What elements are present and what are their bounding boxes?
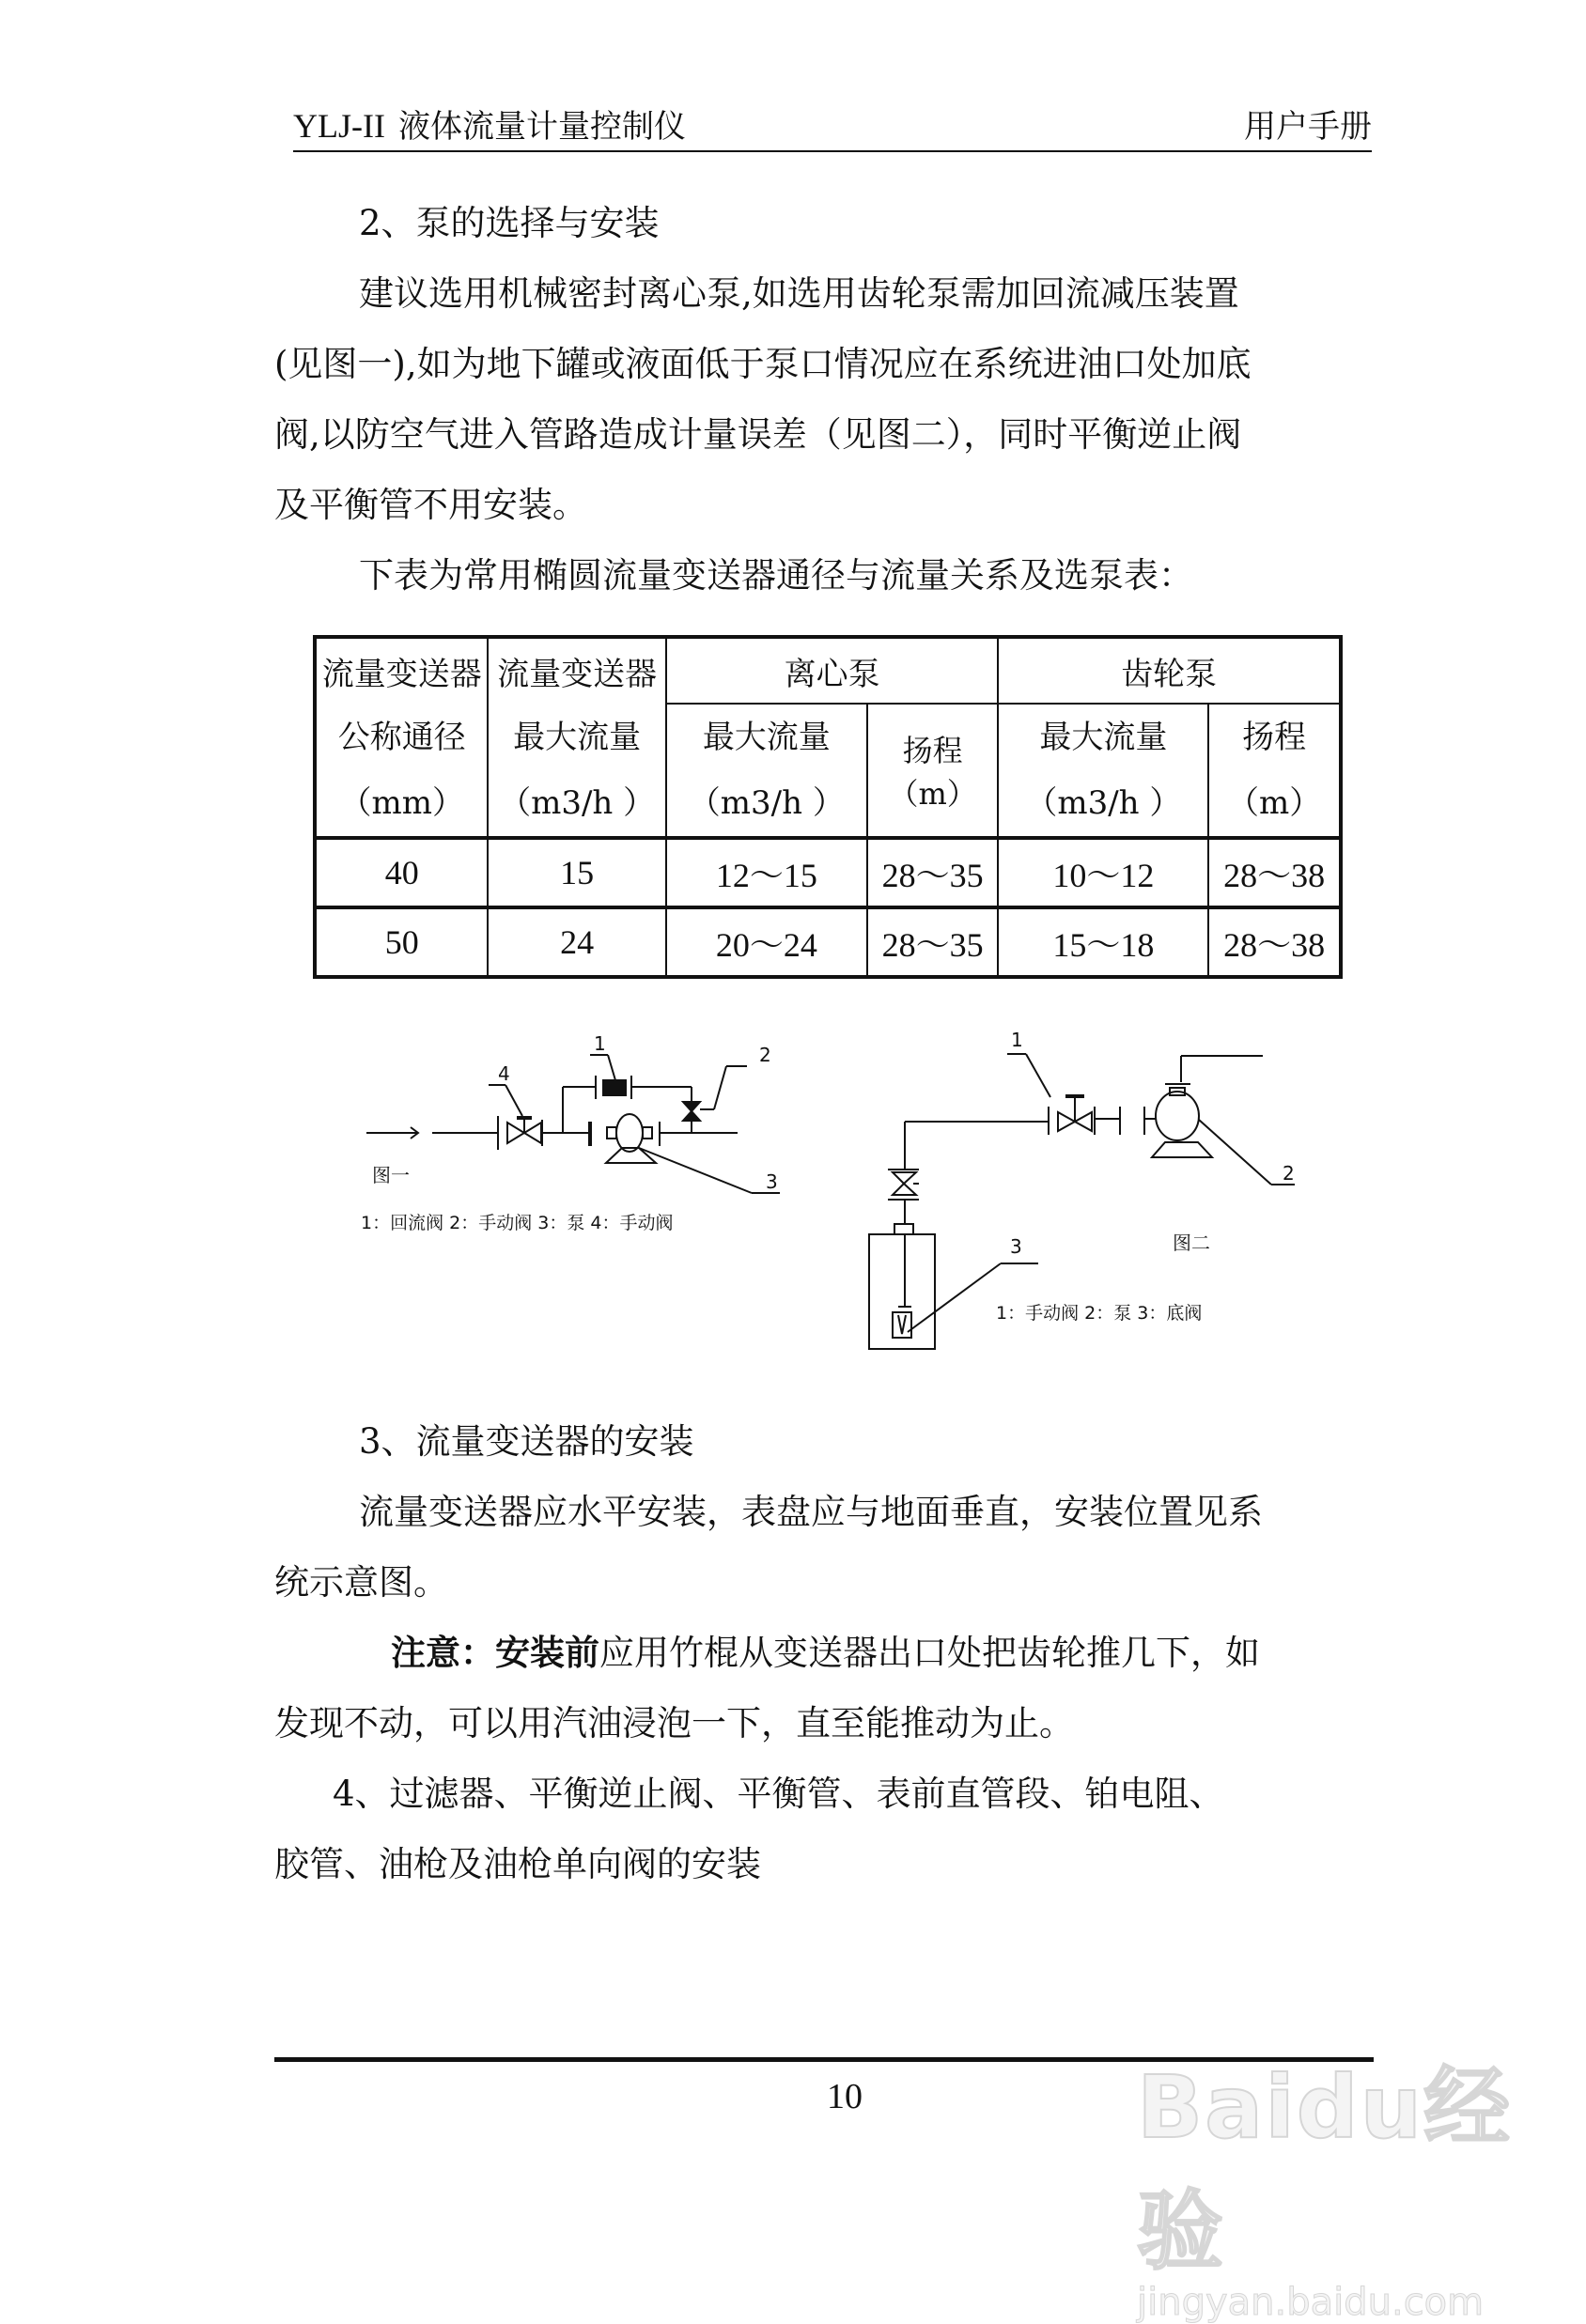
header-title [293,101,686,147]
note-text: 应用竹棍从变送器出口处把齿轮推几下，如 [599,1633,1260,1673]
section-2-paragraph [274,258,1383,540]
table-intro: 下表为常用椭圆流量变送器通径与流量关系及选泵表： [359,555,1193,596]
figure-1-caption: 图一 [372,1164,410,1186]
heading-line: 4、过滤器、平衡逆止阀、平衡管、表前直管段、铂电阻、 [333,1774,1224,1814]
figure-2-label-1: 1 [1011,1029,1023,1051]
header-text: 扬程 [1242,719,1307,756]
paragraph-line: (见图一),如为地下罐或液面低于泵口情况应在系统进油口处加底 [274,344,1252,384]
note-emphasis: 安装前 [495,1633,599,1673]
section-3-heading: 3、流量变送器的安装 [359,1421,694,1462]
paragraph-line: 建议选用机械密封离心泵,如选用齿轮泵需加回流减压装置 [359,273,1239,314]
heading-line: 胶管、油枪及油枪单向阀的安装 [274,1844,761,1884]
header-unit: （mm） [339,783,464,822]
paragraph-line: 统示意图。 [274,1562,448,1603]
paragraph-line: 及平衡管不用安装。 [274,485,587,525]
header-gear-max-flow [998,704,1208,838]
pump-selection-table [313,635,1343,979]
header-nominal-diameter [315,704,488,838]
header-centrifugal-max-flow [666,704,867,838]
figure-1-diagram [348,1015,799,1249]
installation-note [274,1618,1383,1758]
note-line [274,1618,1383,1688]
figure-1-label-3: 3 [766,1170,778,1193]
header-product-name: 液体流量计量控制仪 [397,108,686,146]
cell-centrifugal-head: 28～35 [867,838,999,907]
figure-1-label-1: 1 [594,1032,606,1055]
header-unit: （m） [1227,784,1322,822]
header-text: 最大流量 [702,719,831,756]
figure-2-label-3: 3 [1010,1235,1022,1258]
cell-diameter: 50 [315,907,488,977]
cell-gear-flow: 10～12 [998,838,1208,907]
watermark [1137,2038,1586,2324]
section-3-paragraph [274,1477,1383,1618]
header-unit: （m3/h ） [1025,784,1182,822]
page-number: 10 [827,2077,863,2116]
header-gear-pump: 齿轮泵 [998,637,1341,704]
note-line: 发现不动，可以用汽油浸泡一下，直至能推动为止。 [274,1703,1074,1743]
figure-1-label-4: 4 [498,1062,510,1085]
cell-gear-flow: 15～18 [998,907,1208,977]
cell-max-flow: 24 [488,907,665,977]
cell-diameter: 40 [315,838,488,907]
section-4-heading [274,1758,1383,1899]
figure-2-caption: 图二 [1173,1232,1210,1254]
figure-2-legend: 1：手动阀 2：泵 3：底阀 [996,1303,1203,1324]
header-text: 最大流量 [1039,719,1168,756]
paragraph-line: 流量变送器应水平安装，表盘应与地面垂直，安装位置见系 [359,1492,1263,1532]
table-row [315,838,1341,907]
header-text: 公称通径 [337,718,466,756]
header-text: 最大流量 [513,718,642,756]
header-centrifugal-head: 扬程（m） [867,704,999,838]
watermark-url: jingyan.baidu.com [1137,2281,1485,2324]
header-unit: （m3/h ） [499,783,656,822]
watermark-brand: Baidu经验 [1137,2057,1513,2282]
table-row [315,907,1341,977]
paragraph-line: 阀,以防空气进入管路造成计量误差（见图二），同时平衡逆止阀 [274,414,1242,455]
cell-centrifugal-head: 28～35 [867,907,999,977]
cell-gear-head: 28～38 [1208,907,1341,977]
cell-centrifugal-flow: 12～15 [666,838,867,907]
header-model: YLJ-II [293,107,385,145]
header-transmitter-1: 流量变送器 [315,637,488,704]
header-transmitter-max-flow [488,704,665,838]
page-header [293,101,1372,152]
figure-1-legend: 1：回流阀 2：手动阀 3：泵 4：手动阀 [361,1213,674,1233]
header-doc-type: 用户手册 [1244,108,1372,146]
note-label: 注意： [391,1633,495,1673]
figure-2-diagram [846,1015,1315,1371]
header-centrifugal-pump: 离心泵 [666,637,999,704]
cell-max-flow: 15 [488,838,665,907]
cell-gear-head: 28～38 [1208,838,1341,907]
section-2-heading: 2、泵的选择与安装 [359,203,660,243]
cell-centrifugal-flow: 20～24 [666,907,867,977]
header-unit: （m3/h ） [688,784,845,822]
figure-1-label-2: 2 [759,1044,771,1066]
figure-2-label-2: 2 [1283,1162,1295,1185]
header-transmitter-2: 流量变送器 [488,637,665,704]
header-gear-head [1208,704,1341,838]
